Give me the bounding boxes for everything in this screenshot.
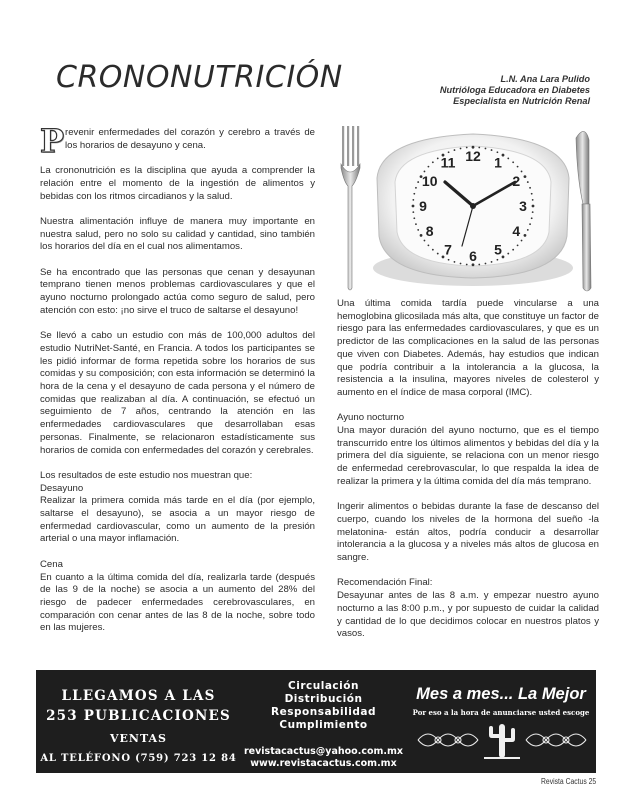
clock-number: 12 — [465, 148, 481, 164]
clock-minute-dot — [417, 181, 419, 183]
results-heading: Los resultados de este estudio nos muestran que: — [40, 469, 253, 481]
clock-minute-dot — [424, 240, 426, 242]
banner-slogan-title: Mes a mes... La Mejor — [416, 685, 586, 703]
desayuno-text: Realizar la primera comida más tarde en el día (por ejemplo, saltarse el desayuno), se asocia a un mayor riesgo de enfermedad cardiovascular, como un aumento de la presión arterial o una mayor inflamación. — [40, 495, 315, 545]
clock-number: 11 — [440, 154, 456, 171]
banner-value-distribucion: Distribución — [284, 693, 363, 705]
clock-minute-dot — [415, 187, 417, 189]
clock-minute-dot — [532, 211, 534, 213]
clock-minute-dot — [529, 187, 531, 189]
advertisement-banner — [36, 670, 596, 773]
clock-minute-dot — [428, 244, 430, 246]
banner-value-circulacion: Circulación — [288, 680, 359, 692]
clock-number: 5 — [494, 241, 502, 258]
clock-minute-dot — [420, 234, 423, 237]
clock-number: 2 — [512, 173, 521, 189]
clock-number: 6 — [469, 248, 477, 264]
clock-plate-illustration — [333, 118, 605, 296]
clock-minute-dot — [527, 181, 529, 183]
banner-slogan-subtitle: Por eso a la hora de anunciarse usted escoge — [412, 708, 590, 717]
paragraph-melatonina: Ingerir alimentos o bebidas durante la fase de descanso del cuerpo, cuando los niveles de la hormona del sueño -la melatonina- están altos, podría conducir a desarrollar intolerancia a la glucosa y a niveles más altos de glucosa en sangre. — [337, 501, 599, 564]
clock-minute-dot — [478, 264, 480, 266]
fork-icon — [341, 126, 360, 290]
banner-email-link[interactable]: revistacactus@yahoo.com.mx — [243, 746, 404, 757]
clock-minute-dot — [512, 161, 514, 163]
clock-minute-dot — [531, 217, 533, 219]
clock-minute-dot — [491, 261, 493, 263]
page-title: CRONONUTRICIÓN — [56, 60, 343, 95]
clock-number: 4 — [512, 223, 521, 239]
clock-minute-dot — [524, 175, 527, 178]
right-column — [337, 298, 599, 654]
clock-minute-dot — [527, 229, 529, 231]
banner-line-ventas: VENTAS — [109, 732, 168, 745]
author-credential-1: Nutrióloga Educadora en Diabetes — [439, 85, 590, 95]
banner-web-link[interactable]: www.revistacactus.com.mx — [250, 758, 397, 769]
clock-minute-dot — [517, 244, 519, 246]
clock-number: 7 — [444, 241, 452, 258]
clock-minute-dot — [507, 253, 509, 255]
author-block — [440, 74, 590, 107]
clock-minute-dot — [454, 149, 456, 151]
clock-minute-dot — [417, 229, 419, 231]
banner-line-publicaciones: 253 PUBLICACIONES — [46, 708, 231, 724]
clock-minute-dot — [448, 151, 450, 153]
banner-value-responsabilidad: Responsabilidad — [271, 706, 376, 718]
banner-line-llegamos: LLEGAMOS A LAS — [61, 688, 216, 704]
clock-minute-dot — [412, 211, 414, 213]
paragraph-alimentacion: Nuestra alimentación influye de manera muy importante en nuestra salud, pero no solo su calidad y cantidad, sino también los horarios del día en el cual nos alimentamos. — [40, 215, 315, 253]
banner-slogan — [408, 684, 594, 718]
clock-minute-dot — [524, 234, 527, 237]
clock-minute-dot — [412, 199, 414, 201]
clock-minute-dot — [512, 249, 514, 251]
clock-minute-dot — [454, 261, 456, 263]
clock-minute-dot — [460, 263, 462, 265]
paragraph-estudio: Se llevó a cabo un estudio con más de 100,000 adultos del estudio NutriNet-Santé, en Francia. A todos los participantes se les pidió informar de forma repetida sobre los horarios de sus comidas y su composición; con esta información se determinó la hora de la cena y el desayuno de cada persona y el número de comidas que realizaban al día. A continuación, se efectuó un seguimiento de 7 años, centrando la atención en las enfermedades cardiovasculares que desarrollaban esas personas. Finalmente, se relacionaron estadísticamente sus horarios de comida con enfermedades del corazón y cerebrales. — [40, 330, 315, 456]
banner-value-cumplimiento: Cumplimiento — [279, 719, 368, 731]
clock-number: 1 — [494, 154, 502, 171]
intro-paragraph — [40, 122, 315, 160]
clock-minute-dot — [517, 166, 519, 168]
page-footer: Revista Cactus 25 — [541, 777, 597, 786]
clock-minute-dot — [531, 193, 533, 195]
paragraph-hemoglobina: Una última comida tardía puede vincularse a una hemoglobina glicosilada más alta, que constituye un factor de riesgo para las enfermedades cardiovasculares, y que es un predictor de las complicaciones en la salud de las personas que viven con Diabetes. Además, hay estudios que indican que podría contribuir a la intolerancia a la glucosa, la resistencia a la insulina, mayores niveles de colesterol y aumento en el índice de masa corporal (IMC). — [337, 298, 599, 398]
clock-minute-dot — [413, 193, 415, 195]
clock-minute-dot — [485, 263, 487, 265]
cena-text: En cuanto a la última comida del día, realizarla tarde (después de las 9 de la noche) se asocia a un aumento del 28% del riesgo de padecer enfermedades cerebrovasculares, en comparación con cenar antes de las 8 de la noche, sobre todo en las mujeres. — [40, 571, 315, 634]
clock-minute-dot — [466, 264, 468, 266]
recommendation-text: Desayunar antes de las 8 a.m. y empezar nuestro ayuno nocturno a las 8:00 p.m., y por supuesto de cuidar la calidad y cantidad de lo que decidimos colocar en nuestros platos y vasos. — [337, 590, 599, 640]
clock-minute-dot — [428, 166, 430, 168]
clock-minute-dot — [532, 199, 534, 201]
banner-publications — [36, 686, 241, 765]
cactus-ornament-icon — [414, 718, 590, 762]
author-name: L.N. Ana Lara Pulido — [500, 74, 590, 84]
clock-minute-dot — [460, 148, 462, 150]
clock-minute-dot — [437, 158, 439, 160]
clock-number: 3 — [519, 198, 527, 214]
clock-minute-dot — [485, 148, 487, 150]
clock-minute-dot — [502, 154, 505, 157]
paragraph-crononutricion: La crononutrición es la disciplina que ayuda a comprender la relación entre el momento de la ingestión de alimentos y bebidas con los ritmos circadianos y la salud. — [40, 165, 315, 202]
clock-minute-dot — [432, 249, 434, 251]
clock-minute-dot — [507, 158, 509, 160]
clock-minute-dot — [497, 259, 499, 261]
banner-phone: AL TELÉFONO (759) 723 12 84 — [40, 753, 237, 764]
clock-number: 9 — [419, 198, 427, 214]
clock-number: 8 — [425, 223, 434, 239]
author-credential-2: Especialista en Nutrición Renal — [453, 96, 590, 106]
clock-minute-dot — [437, 253, 439, 255]
cena-heading: Cena — [40, 558, 63, 570]
knife-icon — [576, 131, 591, 291]
clock-minute-dot — [412, 205, 415, 208]
clock-minute-dot — [529, 223, 531, 225]
clock-minute-dot — [521, 240, 523, 242]
ayuno-text: Una mayor duración del ayuno nocturno, que es el tiempo transcurrido entre los últimos alimentos y bebidas del día y la primera del día siguiente, se relaciona con un menor riesgo de enfermedad cerebrovascular, lo que respalda la idea de realizar la primera y la última comida del día más temprano. — [337, 425, 599, 487]
banner-values — [241, 680, 406, 770]
clock-minute-dot — [491, 149, 493, 151]
clock-minute-dot — [502, 256, 505, 259]
clock-minute-dot — [415, 223, 417, 225]
ayuno-heading: Ayuno nocturno — [337, 412, 405, 424]
clock-minute-dot — [532, 205, 535, 208]
clock-minute-dot — [497, 151, 499, 153]
intro-text: revenir enfermedades del corazón y cerebro a través de los horarios de desayuno y cena. — [65, 127, 315, 151]
clock-minute-dot — [521, 171, 523, 173]
left-column — [40, 122, 315, 648]
recommendation-heading: Recomendación Final: — [337, 577, 433, 589]
clock-minute-dot — [448, 259, 450, 261]
desayuno-heading: Desayuno — [40, 482, 84, 494]
dropcap: P — [40, 122, 65, 160]
paragraph-hallazgo: Se ha encontrado que las personas que cenan y desayunan temprano tienen menos problemas cardiovasculares y que el ayuno nocturno prolongado actúa como seguro de salud, pero atención con esto: ¡no sirve el truco de saltarse el desayuno! — [40, 266, 315, 316]
clock-minute-dot — [432, 161, 434, 163]
clock-minute-dot — [413, 217, 415, 219]
clock-center — [470, 203, 476, 209]
clock-number: 10 — [421, 173, 438, 189]
